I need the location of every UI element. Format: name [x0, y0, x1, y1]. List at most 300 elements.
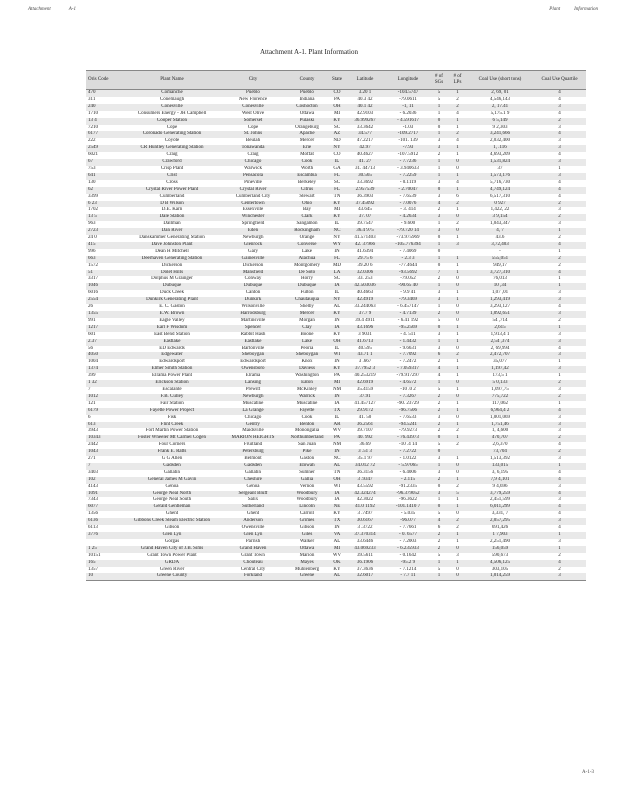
table-cell: 0	[448, 470, 467, 477]
table-cell: - 4.591617	[386, 118, 430, 125]
table-cell: Harrodsburg	[222, 311, 284, 318]
table-cell: -1.03	[386, 125, 430, 132]
table-cell: 42.9103	[344, 111, 386, 118]
table-cell: 34.012 72	[344, 463, 386, 470]
table-cell: 41. 50	[344, 415, 386, 422]
table-cell: Martinsville	[222, 318, 284, 325]
table-cell: 3	[533, 497, 586, 504]
table-cell: 1	[448, 366, 467, 373]
table-row	[86, 415, 586, 422]
table-cell: 30.6167	[344, 518, 386, 525]
table-cell: 9 2,303	[467, 125, 533, 132]
table-cell: 1,043,347	[467, 221, 533, 228]
table-cell: 3,779,259	[467, 491, 533, 498]
table-cell: Dunkirk	[222, 297, 284, 304]
table-cell: 40.1 42	[344, 104, 386, 111]
table-cell: 2	[533, 235, 586, 242]
table-cell: IL	[330, 159, 344, 166]
table-cell: 1710	[86, 111, 122, 118]
table-cell: 1	[448, 263, 467, 270]
table-cell: 5,175.1 9	[467, 111, 533, 118]
table-cell: Worth	[284, 166, 330, 173]
table-cell: 2549	[86, 145, 122, 152]
table-cell: 4	[533, 346, 586, 353]
table-cell: Boone	[284, 332, 330, 339]
table-cell: - 6.41 192	[386, 318, 430, 325]
table-cell: Bay	[284, 207, 330, 214]
table-cell: 42. 37966	[344, 242, 386, 249]
table-cell: Horry	[284, 276, 330, 283]
table-cell: 4	[430, 366, 448, 373]
table-cell: 3 .51 3	[344, 449, 386, 456]
table-cell: 222	[86, 138, 122, 145]
table-cell: LA	[330, 270, 344, 277]
table-cell: 40.4663	[344, 290, 386, 297]
table-cell: Edwardsport	[122, 359, 222, 366]
table-cell	[86, 539, 122, 546]
table-cell: 1, 4,600	[467, 428, 533, 435]
table-cell: Crystal River	[222, 187, 284, 194]
table-row	[86, 166, 586, 173]
table-cell: 0	[448, 511, 467, 518]
table-cell: KY	[330, 511, 344, 518]
table-cell: 29.9172	[344, 408, 386, 415]
table-cell: Berkeley	[284, 180, 330, 187]
table-cell: Wilsonville	[222, 304, 284, 311]
table-cell: MI	[330, 546, 344, 553]
table-cell: 3	[533, 484, 586, 491]
table-cell: 0	[448, 159, 467, 166]
table-cell: - 5.97065	[386, 463, 430, 470]
table-cell: 3 .9347	[344, 477, 386, 484]
table-cell: 1	[448, 207, 467, 214]
table-cell: 5	[430, 387, 448, 394]
table-cell: Fayette Power Project	[122, 408, 222, 415]
table-cell: MI	[330, 111, 344, 118]
table-cell: - 1.4432	[386, 339, 430, 346]
table-cell: IL	[330, 415, 344, 422]
table-cell: 1	[430, 166, 448, 173]
table-cell: 1	[533, 283, 586, 290]
table-cell: Escalante	[122, 387, 222, 394]
table-cell: NM	[330, 387, 344, 394]
table-cell: De Soto	[284, 270, 330, 277]
table-cell: SC	[330, 125, 344, 132]
table-cell: 3,293,127	[467, 304, 533, 311]
table-cell: 1355	[86, 311, 122, 318]
table-cell: IL	[330, 290, 344, 297]
table-cell: 32.6017	[344, 573, 386, 580]
table-cell: 0	[430, 263, 448, 270]
table-cell: OH	[330, 339, 344, 346]
table-cell: Genoa	[122, 484, 222, 491]
table-cell: 117,062	[467, 401, 533, 408]
table-cell: 1	[430, 111, 448, 118]
table-cell: 73,704	[467, 449, 533, 456]
table-cell: Glen Lyn	[122, 532, 222, 539]
table-cell: Rabbit Hash	[222, 332, 284, 339]
table-cell: 43.6	[467, 235, 533, 242]
table-cell: Flint Creek	[122, 422, 222, 429]
table-cell: 0	[448, 573, 467, 580]
table-cell: Rockingham	[284, 228, 330, 235]
table-cell: - 9.6631	[386, 346, 430, 353]
table-cell: 2,032,400	[467, 138, 533, 145]
table-cell: 36.1906	[344, 560, 386, 567]
table-cell: OH	[330, 104, 344, 111]
table-cell: 1	[448, 422, 467, 429]
table-cell: Winchester	[222, 214, 284, 221]
table-row	[86, 311, 586, 318]
table-cell: 3	[533, 173, 586, 180]
table-cell: Gaston	[284, 456, 330, 463]
table-cell: George Neal South	[122, 497, 222, 504]
table-cell: 0	[448, 318, 467, 325]
table-cell: Somerset	[222, 118, 284, 125]
table-cell: PA	[330, 435, 344, 442]
table-cell: -94.5241	[386, 422, 430, 429]
table-cell: NY	[330, 145, 344, 152]
table-row	[86, 387, 586, 394]
table-row	[86, 346, 586, 353]
table-cell: Fisk	[122, 415, 222, 422]
table-cell: 3,727,310	[467, 270, 533, 277]
table-cell: 39.5611	[344, 553, 386, 560]
table-cell: Sergeant Bluff	[222, 491, 284, 498]
table-cell: 1217	[86, 325, 122, 332]
table-cell: - 4.6572	[386, 380, 430, 387]
col-header-coal-quartile: Coal Use Quartile	[533, 71, 586, 90]
table-cell: Cook	[284, 159, 330, 166]
table-cell: Ghent	[122, 511, 222, 518]
table-cell: 1	[448, 359, 467, 366]
table-cell: 76,013	[467, 276, 533, 283]
table-cell: IA	[330, 283, 344, 290]
table-row	[86, 290, 586, 297]
table-cell: 3	[533, 415, 586, 422]
table-cell: 6	[448, 194, 467, 201]
table-cell: Coshocton	[284, 104, 330, 111]
table-cell: 3317	[86, 276, 122, 283]
table-cell: Prewitt	[222, 387, 284, 394]
table-cell: East Bend Station	[122, 332, 222, 339]
table-cell: 1 25	[86, 546, 122, 553]
table-cell: NM	[330, 442, 344, 449]
table-cell: 1	[448, 256, 467, 263]
table-row	[86, 532, 586, 539]
table-row	[86, 111, 586, 118]
table-cell: Craig	[122, 152, 222, 159]
table-cell: Washington	[284, 373, 330, 380]
table-cell: Warrick	[284, 394, 330, 401]
table-cell: 51	[86, 270, 122, 277]
table-row	[86, 90, 586, 97]
table-cell: 2,6,370	[467, 442, 533, 449]
table-cell: 54 ,714	[467, 318, 533, 325]
table-cell: AR	[330, 422, 344, 429]
table-cell: MI	[330, 380, 344, 387]
table-cell: 40.253219	[344, 373, 386, 380]
table-cell: 1,531,824	[467, 159, 533, 166]
table-cell: 3	[430, 138, 448, 145]
table-cell: 4050	[86, 352, 122, 359]
table-cell: 3	[430, 456, 448, 463]
table-cell: -79.3469	[386, 297, 430, 304]
table-cell: Conway	[222, 276, 284, 283]
table-cell: IN	[330, 359, 344, 366]
table-cell: Walker	[284, 539, 330, 546]
header-attachment-number: A-1	[68, 7, 77, 12]
table-cell: 2723	[86, 228, 122, 235]
table-cell: La Grange	[222, 408, 284, 415]
table-cell: - 0.1642	[386, 553, 430, 560]
table-cell: 1,001,069	[467, 415, 533, 422]
table-cell: 1	[430, 573, 448, 580]
table-cell: 2	[533, 214, 586, 221]
table-cell: Owensboro	[222, 366, 284, 373]
table-cell: Fort Martin Power Station	[122, 428, 222, 435]
table-cell: D.E. Karn	[122, 207, 222, 214]
table-row	[86, 394, 586, 401]
table-cell: 4	[533, 242, 586, 249]
table-row	[86, 497, 586, 504]
table-cell: 1572	[86, 263, 122, 270]
table-cell: Newburgh	[222, 235, 284, 242]
table-cell: 1	[430, 242, 448, 249]
table-cell: IA	[330, 401, 344, 408]
table-cell: AL	[330, 573, 344, 580]
table-cell: 10 ,34	[467, 283, 533, 290]
table-cell: 3	[533, 297, 586, 304]
table-cell: 36.3156	[344, 470, 386, 477]
table-cell: 35.4159	[344, 387, 386, 394]
table-cell: Petersburg	[222, 449, 284, 456]
table-cell: 42.324274	[344, 491, 386, 498]
table-cell: 4	[448, 180, 467, 187]
col-header-plant-name: Plant Name	[122, 71, 222, 90]
table-cell: 470	[86, 90, 122, 97]
table-cell: Chautauqua	[284, 297, 330, 304]
table-cell: - 7.059317	[386, 366, 430, 373]
table-cell: Eaton	[284, 380, 330, 387]
table-cell: 2	[448, 518, 467, 525]
table-cell: 470,707	[467, 435, 533, 442]
table-cell: Pueblo	[222, 90, 284, 97]
table-cell: - 7.2722	[386, 449, 430, 456]
table-cell: Marion	[284, 553, 330, 560]
table-cell: MARION HEIGHTS	[222, 435, 284, 442]
table-cell: Erickson Station	[122, 380, 222, 387]
table-cell: Newburgh	[222, 394, 284, 401]
table-cell: - 6.235933	[386, 546, 430, 553]
table-cell: -107.5912	[386, 152, 430, 159]
table-cell: 41.571403	[344, 235, 386, 242]
table-cell: 2	[533, 263, 586, 270]
table-cell: 1,092,651	[467, 311, 533, 318]
table-cell: 4	[533, 442, 586, 449]
table-cell: General James M Gavin	[122, 477, 222, 484]
table-cell: Gibson	[284, 525, 330, 532]
table-row	[86, 235, 586, 242]
table-cell: 1,751,46	[467, 422, 533, 429]
table-cell: 3	[430, 214, 448, 221]
table-row	[86, 207, 586, 214]
table-cell: 4,506,125	[467, 560, 533, 567]
table-cell: Gallatin	[122, 470, 222, 477]
table-cell: FL	[330, 173, 344, 180]
table-cell: 4,693,209	[467, 152, 533, 159]
table-cell: 3	[533, 290, 586, 297]
table-cell: 3,241,666	[467, 131, 533, 138]
table-cell: Dubuque	[284, 283, 330, 290]
table-cell: Greene County	[122, 573, 222, 580]
table-cell: 3	[533, 138, 586, 145]
table-cell: - 7.1214	[386, 567, 430, 574]
table-cell: 1	[448, 532, 467, 539]
table-cell: 1	[430, 463, 448, 470]
table-cell: Cope	[122, 125, 222, 132]
table-cell: 2	[430, 276, 448, 283]
table-cell: Ghent	[222, 511, 284, 518]
table-cell: 156,059	[467, 546, 533, 553]
table-cell: 0	[448, 415, 467, 422]
table-row	[86, 366, 586, 373]
table-cell: 0	[448, 214, 467, 221]
table-cell: 2	[533, 201, 586, 208]
table-cell: 1	[448, 152, 467, 159]
table-cell: 4	[533, 270, 586, 277]
table-cell: 43.5592	[344, 484, 386, 491]
table-cell: Fruitland	[222, 442, 284, 449]
table-cell: 3	[533, 518, 586, 525]
table-cell: KY	[330, 567, 344, 574]
table-cell: 26	[86, 304, 122, 311]
table-cell: 311	[86, 97, 122, 104]
table-cell: 2	[430, 532, 448, 539]
table-cell: Alachua	[284, 256, 330, 263]
table-cell: Daviess	[284, 366, 330, 373]
table-cell: 67	[86, 159, 122, 166]
table-cell: 0	[430, 325, 448, 332]
table-cell: 6136	[86, 518, 122, 525]
table-cell: 1,913,4 1	[467, 332, 533, 339]
table-cell: Edwardsport	[222, 359, 284, 366]
table-cell: 4	[533, 194, 586, 201]
table-row	[86, 152, 586, 159]
page-number: A-1-3	[582, 770, 594, 775]
table-cell: 3	[430, 180, 448, 187]
table-cell: 3	[533, 311, 586, 318]
table-row	[86, 187, 586, 194]
table-cell: OK	[330, 560, 344, 567]
table-cell: Gentry	[222, 422, 284, 429]
table-cell: 1	[448, 270, 467, 277]
table-cell: 37.7 9	[344, 311, 386, 318]
table-cell: 5,716,730	[467, 180, 533, 187]
table-cell: 0	[448, 304, 467, 311]
table-cell: 3	[533, 145, 586, 152]
table-row	[86, 339, 586, 346]
table-cell: 3	[533, 366, 586, 373]
table-cell: Dickerson	[222, 263, 284, 270]
table-cell: 2.37	[86, 339, 122, 346]
table-cell: 4	[533, 304, 586, 311]
table-cell: Tonawanda	[222, 145, 284, 152]
table-cell: -91.2335	[386, 484, 430, 491]
col-header-num-sgs: # of SGs	[430, 71, 448, 90]
table-cell: -73.975969	[386, 235, 430, 242]
table-cell: 2	[533, 380, 586, 387]
table-cell: Crystal River Power Plant	[122, 187, 222, 194]
header-plant-label: Plant	[549, 7, 561, 12]
table-cell: 2, 69, 01	[467, 90, 533, 97]
table-cell: 1	[533, 373, 586, 380]
col-header-latitude: Latitude	[344, 71, 386, 90]
table-cell: 1	[448, 325, 467, 332]
table-cell: - 5.035	[386, 511, 430, 518]
table-row	[86, 325, 586, 332]
table-cell: 2.957539	[344, 187, 386, 194]
table-cell: 1	[448, 145, 467, 152]
table-cell: 0	[430, 249, 448, 256]
table-cell: 40.3 42	[344, 97, 386, 104]
table-cell: 3	[533, 125, 586, 132]
table-cell: 613	[86, 422, 122, 429]
table-cell: 949,17	[467, 263, 533, 270]
table-cell: 1	[430, 173, 448, 180]
table-cell: - 7.0076	[386, 201, 430, 208]
table-cell: Coyote	[122, 138, 222, 145]
table-cell: 0	[430, 435, 448, 442]
table-cell: Carroll	[284, 511, 330, 518]
table-cell: 1	[448, 90, 467, 97]
table-cell: 47.2217	[344, 138, 386, 145]
table-cell: 102	[86, 477, 122, 484]
table-cell: 37.7952 3	[344, 366, 386, 373]
table-cell: F.B. Culley	[122, 394, 222, 401]
table-cell: 5	[430, 318, 448, 325]
table-cell: 5	[430, 553, 448, 560]
table-cell: 2	[430, 152, 448, 159]
table-cell: 0	[448, 166, 467, 173]
table-row	[86, 470, 586, 477]
table-cell: 41.457127	[344, 401, 386, 408]
table-cell: 41. 27	[344, 159, 386, 166]
table-cell: -101. 139	[386, 138, 430, 145]
table-cell: 2	[448, 525, 467, 532]
table-cell: 4, 7	[467, 228, 533, 235]
table-cell: 303,105	[467, 567, 533, 574]
table-cell: 4	[533, 90, 586, 97]
table-cell: - 7.6539	[386, 194, 430, 201]
table-cell: 1,07 ,01	[467, 290, 533, 297]
table-cell: IA	[330, 325, 344, 332]
table-cell: Frank E. Ratts	[122, 449, 222, 456]
table-cell: Dean H Mitchell	[122, 249, 222, 256]
table-cell: 7210	[86, 125, 122, 132]
table-cell: 996	[86, 249, 122, 256]
plant-information-table	[86, 70, 586, 581]
table-cell: OH	[330, 477, 344, 484]
col-header-num-lps: # of LPs	[448, 71, 467, 90]
table-cell: PA	[330, 373, 344, 380]
table-cell: 42.4919	[344, 297, 386, 304]
table-cell: 36.2561	[344, 422, 386, 429]
table-cell: IN	[330, 449, 344, 456]
table-cell: Genoa	[222, 484, 284, 491]
table-cell: 6 23	[86, 201, 122, 208]
table-cell: Dan River	[122, 228, 222, 235]
